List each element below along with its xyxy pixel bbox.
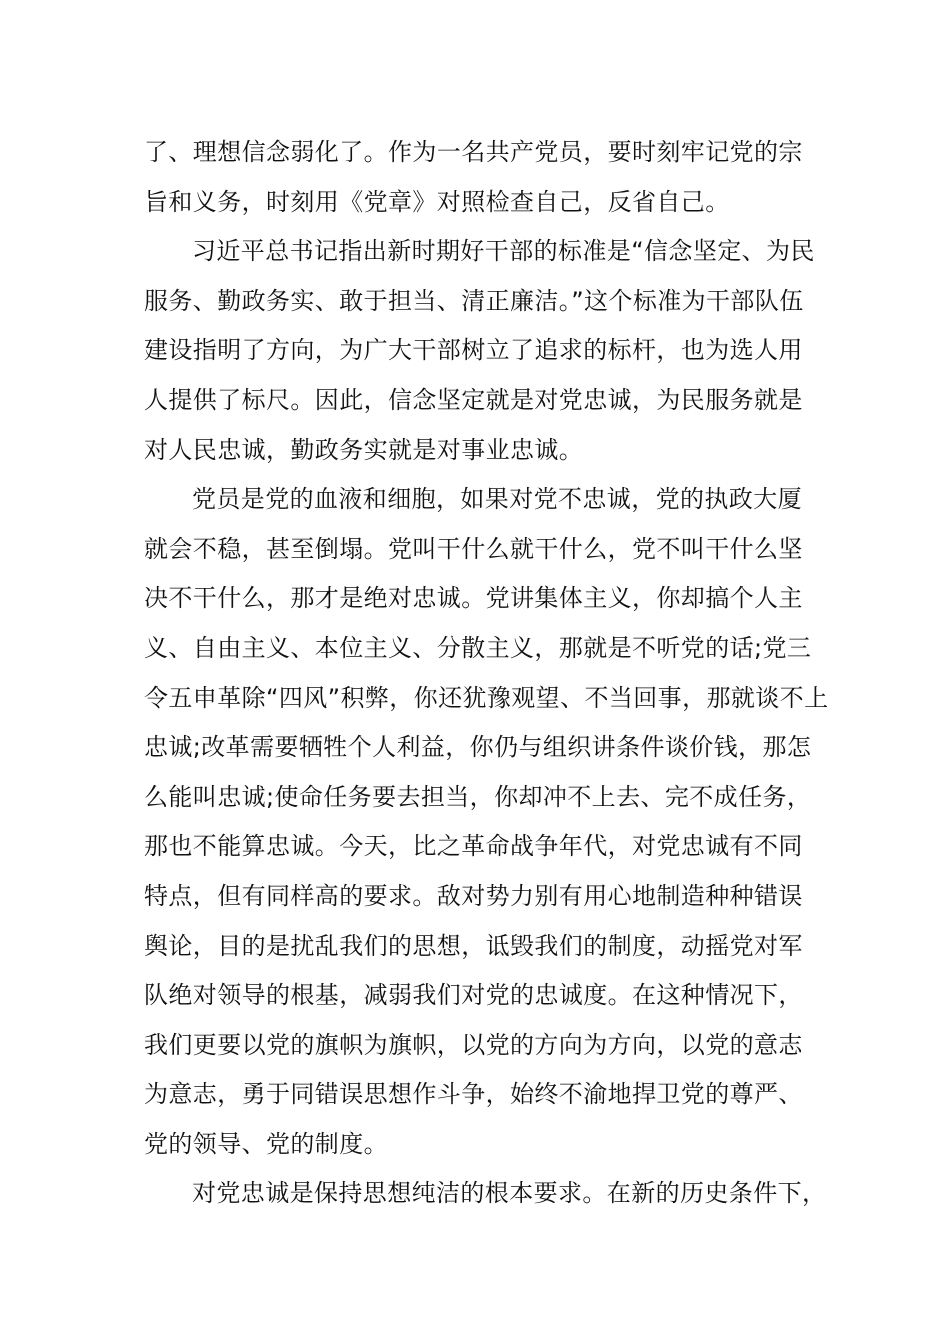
text-line: 舆论，目的是扰乱我们的思想，诋毁我们的制度，动摇党对军 bbox=[144, 931, 803, 960]
text-line: 令五申革除“四风”积弊，你还犹豫观望、不当回事，那就谈不上 bbox=[144, 683, 829, 712]
text-line: 义、自由主义、本位主义、分散主义，那就是不听党的话;党三 bbox=[144, 633, 812, 662]
text-line: 建设指明了方向，为广大干部树立了追求的标杆，也为选人用 bbox=[144, 336, 803, 365]
text-line: 决不干什么，那才是绝对忠诚。党讲集体主义，你却搞个人主 bbox=[144, 584, 803, 613]
text-line: 党的领导、党的制度。 bbox=[144, 1129, 388, 1158]
text-line: 我们更要以党的旗帜为旗帜，以党的方向为方向，以党的意志 bbox=[144, 1030, 803, 1059]
document-body bbox=[144, 128, 829, 1219]
text-line: 那也不能算忠诚。今天，比之革命战争年代，对党忠诚有不同 bbox=[144, 832, 803, 861]
paragraph-first-line: 习近平总书记指出新时期好干部的标准是“信念坚定、为民 bbox=[192, 237, 815, 266]
text-line: 为意志，勇于同错误思想作斗争，始终不渝地捍卫党的尊严、 bbox=[144, 1080, 803, 1109]
paragraph-first-line: 对党忠诚是保持思想纯洁的根本要求。在新的历史条件下， bbox=[192, 1179, 827, 1208]
text-line: 么能叫忠诚;使命任务要去担当，你却冲不上去、完不成任务， bbox=[144, 782, 812, 811]
text-line: 服务、勤政务实、敢于担当、清正廉洁。”这个标准为干部队伍 bbox=[144, 286, 804, 315]
text-line: 就会不稳，甚至倒塌。党叫干什么就干什么，党不叫干什么坚 bbox=[144, 534, 803, 563]
text-line: 队绝对领导的根基，减弱我们对党的忠诚度。在这种情况下， bbox=[144, 981, 803, 1010]
text-line: 人提供了标尺。因此，信念坚定就是对党忠诚，为民服务就是 bbox=[144, 385, 803, 414]
text-line: 特点，但有同样高的要求。敌对势力别有用心地制造种种错误 bbox=[144, 881, 803, 910]
text-line: 旨和义务，时刻用《党章》对照检查自己，反省自己。 bbox=[144, 187, 730, 216]
text-line: 了、理想信念弱化了。作为一名共产党员，要时刻牢记党的宗 bbox=[144, 138, 803, 166]
text-line: 对人民忠诚，勤政务实就是对事业忠诚。 bbox=[144, 435, 584, 464]
paragraph-first-line: 党员是党的血液和细胞，如果对党不忠诚，党的执政大厦 bbox=[192, 485, 802, 514]
text-line: 忠诚;改革需要牺牲个人利益，你仍与组织讲条件谈价钱，那怎 bbox=[144, 733, 812, 762]
